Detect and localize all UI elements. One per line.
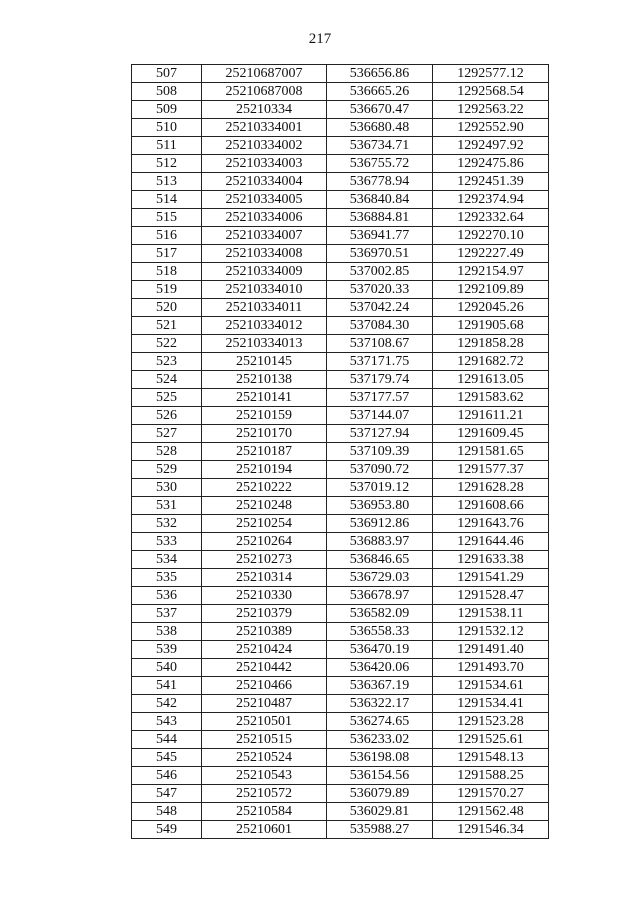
table-row [132,677,549,695]
y-coordinate-cell: 1291611.21 [433,407,549,425]
point-number-cell: 511 [132,137,202,155]
table-row [132,515,549,533]
x-coordinate-cell: 537084.30 [327,317,433,335]
point-id-cell: 25210194 [202,461,327,479]
point-number-cell: 533 [132,533,202,551]
y-coordinate-cell: 1292227.49 [433,245,549,263]
point-id-cell: 25210334007 [202,227,327,245]
point-id-cell: 25210687007 [202,65,327,83]
point-number-cell: 526 [132,407,202,425]
point-number-cell: 545 [132,749,202,767]
point-id-cell: 25210254 [202,515,327,533]
table-row [132,497,549,515]
point-id-cell: 25210334005 [202,191,327,209]
point-id-cell: 25210424 [202,641,327,659]
point-id-cell: 25210572 [202,785,327,803]
table-row [132,731,549,749]
point-number-cell: 520 [132,299,202,317]
table-row [132,281,549,299]
point-id-cell: 25210584 [202,803,327,821]
point-number-cell: 508 [132,83,202,101]
point-number-cell: 541 [132,677,202,695]
y-coordinate-cell: 1291534.61 [433,677,549,695]
point-number-cell: 532 [132,515,202,533]
y-coordinate-cell: 1291644.46 [433,533,549,551]
y-coordinate-cell: 1292332.64 [433,209,549,227]
x-coordinate-cell: 535988.27 [327,821,433,839]
point-id-cell: 25210334004 [202,173,327,191]
y-coordinate-cell: 1292497.92 [433,137,549,155]
table-row [132,659,549,677]
table-row [132,605,549,623]
point-number-cell: 522 [132,335,202,353]
x-coordinate-cell: 536665.26 [327,83,433,101]
x-coordinate-cell: 536840.84 [327,191,433,209]
y-coordinate-cell: 1291613.05 [433,371,549,389]
x-coordinate-cell: 536953.80 [327,497,433,515]
x-coordinate-cell: 537144.07 [327,407,433,425]
x-coordinate-cell: 536884.81 [327,209,433,227]
x-coordinate-cell: 536970.51 [327,245,433,263]
y-coordinate-cell: 1292154.97 [433,263,549,281]
table-row [132,695,549,713]
table-row [132,119,549,137]
page-number: 217 [308,31,332,47]
table-row [132,209,549,227]
table-row [132,821,549,839]
y-coordinate-cell: 1291628.28 [433,479,549,497]
x-coordinate-cell: 536729.03 [327,569,433,587]
point-number-cell: 548 [132,803,202,821]
y-coordinate-cell: 1291581.65 [433,443,549,461]
y-coordinate-cell: 1291608.66 [433,497,549,515]
point-number-cell: 525 [132,389,202,407]
table-row [132,299,549,317]
point-number-cell: 528 [132,443,202,461]
table-row [132,425,549,443]
point-number-cell: 537 [132,605,202,623]
x-coordinate-cell: 536670.47 [327,101,433,119]
point-id-cell: 25210334013 [202,335,327,353]
table-row [132,749,549,767]
point-number-cell: 515 [132,209,202,227]
point-number-cell: 531 [132,497,202,515]
y-coordinate-cell: 1291682.72 [433,353,549,371]
y-coordinate-cell: 1291588.25 [433,767,549,785]
point-number-cell: 513 [132,173,202,191]
point-number-cell: 547 [132,785,202,803]
table-row [132,389,549,407]
point-id-cell: 25210334001 [202,119,327,137]
table-row [132,317,549,335]
point-number-cell: 507 [132,65,202,83]
x-coordinate-cell: 536941.77 [327,227,433,245]
table-row [132,371,549,389]
point-number-cell: 517 [132,245,202,263]
y-coordinate-cell: 1292563.22 [433,101,549,119]
x-coordinate-cell: 536656.86 [327,65,433,83]
point-number-cell: 523 [132,353,202,371]
point-id-cell: 25210487 [202,695,327,713]
x-coordinate-cell: 537042.24 [327,299,433,317]
table-row [132,65,549,83]
x-coordinate-cell: 537090.72 [327,461,433,479]
y-coordinate-cell: 1292109.89 [433,281,549,299]
point-number-cell: 521 [132,317,202,335]
table-row [132,101,549,119]
x-coordinate-cell: 537171.75 [327,353,433,371]
point-id-cell: 25210334006 [202,209,327,227]
x-coordinate-cell: 536846.65 [327,551,433,569]
y-coordinate-cell: 1292374.94 [433,191,549,209]
table-row [132,623,549,641]
y-coordinate-cell: 1291570.27 [433,785,549,803]
point-id-cell: 25210248 [202,497,327,515]
point-id-cell: 25210515 [202,731,327,749]
x-coordinate-cell: 536079.89 [327,785,433,803]
point-number-cell: 534 [132,551,202,569]
point-id-cell: 25210601 [202,821,327,839]
y-coordinate-cell: 1291532.12 [433,623,549,641]
point-id-cell: 25210145 [202,353,327,371]
point-id-cell: 25210222 [202,479,327,497]
table-row [132,263,549,281]
point-number-cell: 530 [132,479,202,497]
y-coordinate-cell: 1292577.12 [433,65,549,83]
table-row [132,155,549,173]
table-row [132,713,549,731]
x-coordinate-cell: 536274.65 [327,713,433,731]
x-coordinate-cell: 537177.57 [327,389,433,407]
x-coordinate-cell: 536912.86 [327,515,433,533]
table-row [132,353,549,371]
table-row [132,461,549,479]
table-body [132,65,549,839]
table-row [132,785,549,803]
y-coordinate-cell: 1291534.41 [433,695,549,713]
point-id-cell: 25210159 [202,407,327,425]
point-number-cell: 535 [132,569,202,587]
y-coordinate-cell: 1292552.90 [433,119,549,137]
y-coordinate-cell: 1292270.10 [433,227,549,245]
y-coordinate-cell: 1291546.34 [433,821,549,839]
point-id-cell: 25210334010 [202,281,327,299]
x-coordinate-cell: 537020.33 [327,281,433,299]
point-id-cell: 25210334012 [202,317,327,335]
point-number-cell: 529 [132,461,202,479]
table-row [132,245,549,263]
table-row [132,191,549,209]
table-row [132,569,549,587]
table-row [132,551,549,569]
x-coordinate-cell: 536755.72 [327,155,433,173]
x-coordinate-cell: 536678.97 [327,587,433,605]
table-row [132,335,549,353]
point-number-cell: 543 [132,713,202,731]
point-number-cell: 524 [132,371,202,389]
table-row [132,443,549,461]
table-row [132,227,549,245]
point-number-cell: 527 [132,425,202,443]
point-id-cell: 25210543 [202,767,327,785]
point-number-cell: 516 [132,227,202,245]
x-coordinate-cell: 536154.56 [327,767,433,785]
x-coordinate-cell: 536420.06 [327,659,433,677]
y-coordinate-cell: 1291525.61 [433,731,549,749]
point-number-cell: 546 [132,767,202,785]
point-number-cell: 518 [132,263,202,281]
x-coordinate-cell: 536734.71 [327,137,433,155]
point-id-cell: 25210330 [202,587,327,605]
y-coordinate-cell: 1292045.26 [433,299,549,317]
point-number-cell: 510 [132,119,202,137]
point-id-cell: 25210379 [202,605,327,623]
point-id-cell: 25210187 [202,443,327,461]
x-coordinate-cell: 536883.97 [327,533,433,551]
table-row [132,803,549,821]
point-id-cell: 25210170 [202,425,327,443]
x-coordinate-cell: 536233.02 [327,731,433,749]
point-id-cell: 25210264 [202,533,327,551]
y-coordinate-cell: 1291528.47 [433,587,549,605]
x-coordinate-cell: 536582.09 [327,605,433,623]
point-id-cell: 25210501 [202,713,327,731]
y-coordinate-cell: 1292475.86 [433,155,549,173]
point-id-cell: 25210442 [202,659,327,677]
x-coordinate-cell: 536470.19 [327,641,433,659]
point-id-cell: 25210141 [202,389,327,407]
y-coordinate-cell: 1292451.39 [433,173,549,191]
x-coordinate-cell: 536322.17 [327,695,433,713]
x-coordinate-cell: 537179.74 [327,371,433,389]
y-coordinate-cell: 1291577.37 [433,461,549,479]
point-number-cell: 542 [132,695,202,713]
point-id-cell: 25210334002 [202,137,327,155]
table-row [132,137,549,155]
x-coordinate-cell: 536680.48 [327,119,433,137]
x-coordinate-cell: 537019.12 [327,479,433,497]
point-id-cell: 25210334 [202,101,327,119]
table-row [132,587,549,605]
point-id-cell: 25210687008 [202,83,327,101]
x-coordinate-cell: 536198.08 [327,749,433,767]
point-id-cell: 25210273 [202,551,327,569]
point-number-cell: 549 [132,821,202,839]
y-coordinate-cell: 1291609.45 [433,425,549,443]
y-coordinate-cell: 1291643.76 [433,515,549,533]
y-coordinate-cell: 1291541.29 [433,569,549,587]
point-number-cell: 538 [132,623,202,641]
point-id-cell: 25210334008 [202,245,327,263]
point-number-cell: 509 [132,101,202,119]
table-row [132,767,549,785]
table-row [132,479,549,497]
point-id-cell: 25210314 [202,569,327,587]
point-number-cell: 539 [132,641,202,659]
y-coordinate-cell: 1291538.11 [433,605,549,623]
y-coordinate-cell: 1291905.68 [433,317,549,335]
point-id-cell: 25210466 [202,677,327,695]
table-row [132,173,549,191]
x-coordinate-cell: 536367.19 [327,677,433,695]
x-coordinate-cell: 537108.67 [327,335,433,353]
point-number-cell: 544 [132,731,202,749]
x-coordinate-cell: 537109.39 [327,443,433,461]
table-row [132,533,549,551]
point-number-cell: 519 [132,281,202,299]
coordinates-table [131,64,549,839]
point-id-cell: 25210138 [202,371,327,389]
x-coordinate-cell: 537002.85 [327,263,433,281]
x-coordinate-cell: 536778.94 [327,173,433,191]
table-row [132,641,549,659]
y-coordinate-cell: 1291583.62 [433,389,549,407]
y-coordinate-cell: 1291562.48 [433,803,549,821]
y-coordinate-cell: 1291493.70 [433,659,549,677]
point-id-cell: 25210334011 [202,299,327,317]
point-id-cell: 25210334009 [202,263,327,281]
x-coordinate-cell: 536558.33 [327,623,433,641]
point-number-cell: 540 [132,659,202,677]
point-number-cell: 536 [132,587,202,605]
y-coordinate-cell: 1291548.13 [433,749,549,767]
table-row [132,83,549,101]
x-coordinate-cell: 537127.94 [327,425,433,443]
point-id-cell: 25210389 [202,623,327,641]
x-coordinate-cell: 536029.81 [327,803,433,821]
y-coordinate-cell: 1291858.28 [433,335,549,353]
table-row [132,407,549,425]
y-coordinate-cell: 1291633.38 [433,551,549,569]
point-number-cell: 514 [132,191,202,209]
y-coordinate-cell: 1291523.28 [433,713,549,731]
y-coordinate-cell: 1292568.54 [433,83,549,101]
point-number-cell: 512 [132,155,202,173]
point-id-cell: 25210334003 [202,155,327,173]
y-coordinate-cell: 1291491.40 [433,641,549,659]
point-id-cell: 25210524 [202,749,327,767]
